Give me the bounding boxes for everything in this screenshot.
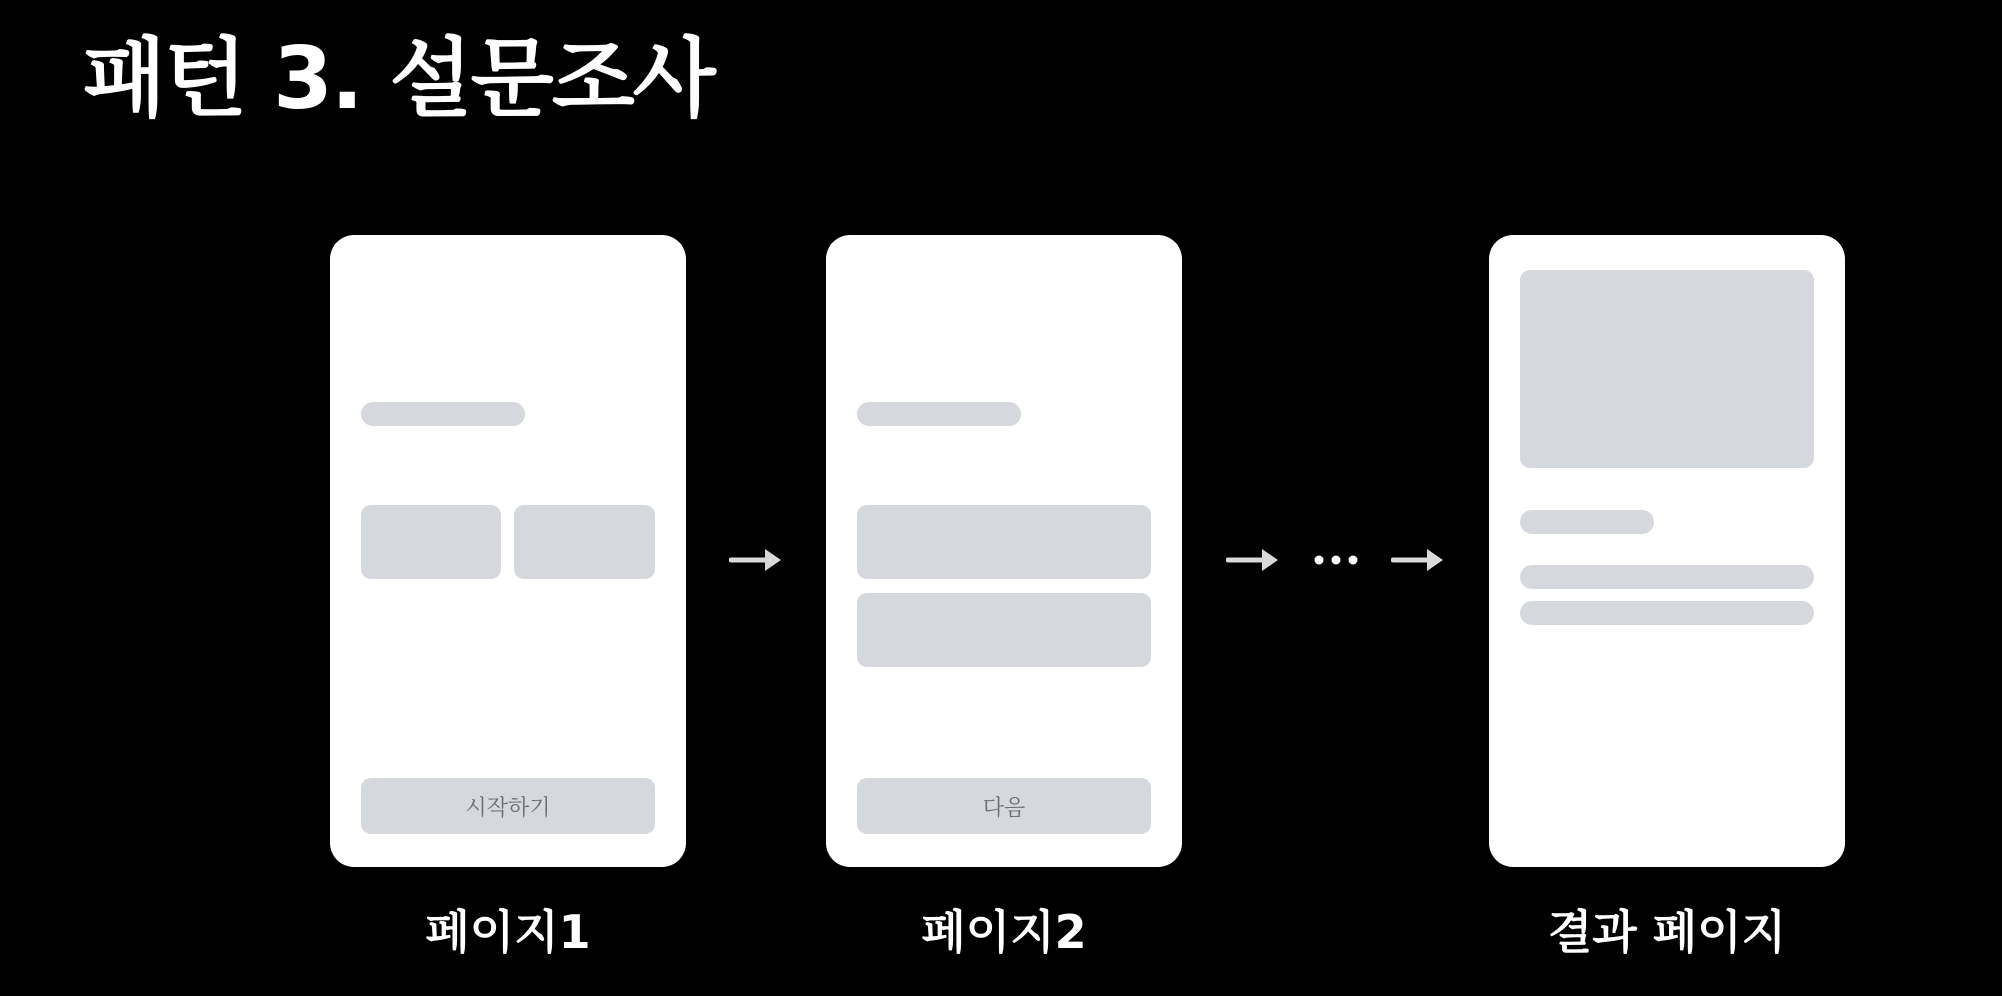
- start-button[interactable]: 시작하기: [361, 778, 655, 834]
- question-placeholder: [857, 402, 1021, 426]
- arrow-right-icon: [1391, 546, 1445, 574]
- next-button[interactable]: 다음: [857, 778, 1151, 834]
- result-text-placeholder: [1520, 565, 1814, 589]
- option-card-placeholder: [361, 505, 501, 579]
- page-title: 패턴 3. 설문조사: [83, 29, 714, 129]
- ellipsis-icon: [1310, 540, 1362, 580]
- result-text-placeholder: [1520, 601, 1814, 625]
- page2-label: 페이지2: [921, 905, 1087, 959]
- page1-label: 페이지1: [425, 905, 591, 959]
- result-image-placeholder: [1520, 270, 1814, 468]
- result-page-mockup: [1489, 235, 1845, 867]
- title-placeholder: [361, 402, 525, 426]
- page1-mockup: [330, 235, 686, 867]
- option-card-placeholder: [514, 505, 655, 579]
- answer-option-placeholder: [857, 593, 1151, 667]
- page2-mockup: [826, 235, 1182, 867]
- arrow-right-icon: [1226, 546, 1280, 574]
- result-page-label: 결과 페이지: [1547, 905, 1787, 959]
- answer-option-placeholder: [857, 505, 1151, 579]
- result-title-placeholder: [1520, 510, 1654, 534]
- arrow-right-icon: [729, 546, 783, 574]
